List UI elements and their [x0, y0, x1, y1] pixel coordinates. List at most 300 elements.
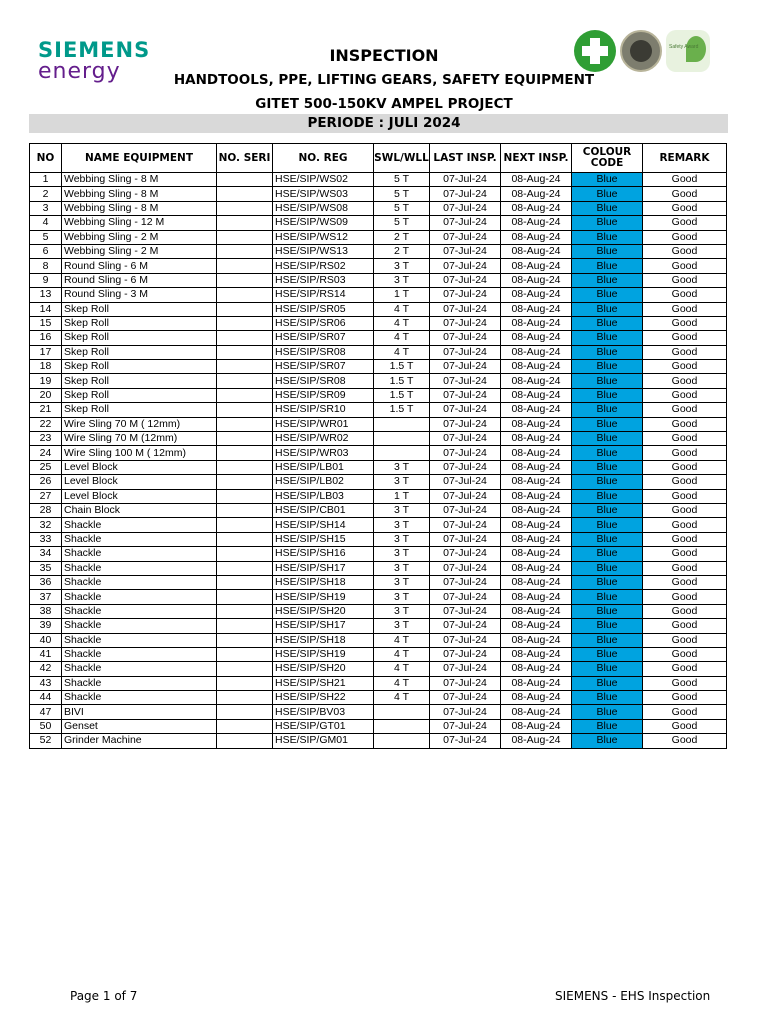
cell-last-insp: 07-Jul-24: [430, 302, 501, 316]
cell-name-equipment: Skep Roll: [62, 388, 217, 402]
cell-no-seri: [217, 734, 273, 748]
cell-no-reg: HSE/SIP/RS03: [273, 273, 374, 287]
cell-no-seri: [217, 503, 273, 517]
cell-name-equipment: Grinder Machine: [62, 734, 217, 748]
cell-swl-wll: 1.5 T: [374, 374, 430, 388]
cell-last-insp: 07-Jul-24: [430, 216, 501, 230]
cell-last-insp: 07-Jul-24: [430, 590, 501, 604]
table-row: [30, 273, 727, 287]
cell-no-reg: HSE/SIP/WS08: [273, 201, 374, 215]
inspection-table: [29, 143, 727, 749]
cell-no-seri: [217, 676, 273, 690]
cell-last-insp: 07-Jul-24: [430, 503, 501, 517]
cell-colour-code: Blue: [572, 360, 643, 374]
cell-colour-code: Blue: [572, 216, 643, 230]
cell-no: 24: [30, 446, 62, 460]
cell-no-reg: HSE/SIP/WS13: [273, 244, 374, 258]
cell-no: 9: [30, 273, 62, 287]
table-row: [30, 388, 727, 402]
cell-swl-wll: 4 T: [374, 662, 430, 676]
cell-next-insp: 08-Aug-24: [501, 705, 572, 719]
cell-no-seri: [217, 532, 273, 546]
cell-remark: Good: [643, 475, 727, 489]
cell-no: 34: [30, 547, 62, 561]
cell-no-seri: [217, 388, 273, 402]
cell-last-insp: 07-Jul-24: [430, 719, 501, 733]
cell-next-insp: 08-Aug-24: [501, 316, 572, 330]
cell-name-equipment: BIVI: [62, 705, 217, 719]
cell-no-reg: HSE/SIP/RS14: [273, 288, 374, 302]
cell-last-insp: 07-Jul-24: [430, 575, 501, 589]
cell-swl-wll: 4 T: [374, 647, 430, 661]
cell-remark: Good: [643, 575, 727, 589]
cell-last-insp: 07-Jul-24: [430, 173, 501, 187]
cell-colour-code: Blue: [572, 273, 643, 287]
cell-no: 47: [30, 705, 62, 719]
cell-last-insp: 07-Jul-24: [430, 532, 501, 546]
cell-no-reg: HSE/SIP/SH20: [273, 662, 374, 676]
cell-remark: Good: [643, 633, 727, 647]
cell-last-insp: 07-Jul-24: [430, 417, 501, 431]
table-row: [30, 230, 727, 244]
cell-no-reg: HSE/SIP/SH22: [273, 691, 374, 705]
cell-last-insp: 07-Jul-24: [430, 518, 501, 532]
cell-swl-wll: [374, 734, 430, 748]
cell-swl-wll: 1.5 T: [374, 403, 430, 417]
cell-no-reg: HSE/SIP/SH18: [273, 633, 374, 647]
cell-swl-wll: 3 T: [374, 259, 430, 273]
cell-no-reg: HSE/SIP/GM01: [273, 734, 374, 748]
cell-remark: Good: [643, 691, 727, 705]
cell-swl-wll: 2 T: [374, 244, 430, 258]
cell-name-equipment: Skep Roll: [62, 403, 217, 417]
cell-name-equipment: Shackle: [62, 662, 217, 676]
cell-no-seri: [217, 575, 273, 589]
cell-no: 13: [30, 288, 62, 302]
cell-colour-code: Blue: [572, 532, 643, 546]
cell-last-insp: 07-Jul-24: [430, 547, 501, 561]
cell-colour-code: Blue: [572, 647, 643, 661]
cell-last-insp: 07-Jul-24: [430, 475, 501, 489]
cell-remark: Good: [643, 604, 727, 618]
cell-no-seri: [217, 403, 273, 417]
cell-no: 41: [30, 647, 62, 661]
table-row: [30, 331, 727, 345]
cell-no-reg: HSE/SIP/WS02: [273, 173, 374, 187]
cell-colour-code: Blue: [572, 489, 643, 503]
cell-no: 2: [30, 187, 62, 201]
cell-colour-code: Blue: [572, 403, 643, 417]
cell-no-reg: HSE/SIP/SR08: [273, 374, 374, 388]
cell-no: 25: [30, 460, 62, 474]
cell-swl-wll: 1.5 T: [374, 388, 430, 402]
cell-no-reg: HSE/SIP/SH14: [273, 518, 374, 532]
page-number: Page 1 of 7: [70, 989, 138, 1003]
cell-name-equipment: Skep Roll: [62, 345, 217, 359]
cell-no: 38: [30, 604, 62, 618]
table-row: [30, 244, 727, 258]
cell-swl-wll: 3 T: [374, 532, 430, 546]
cell-swl-wll: 3 T: [374, 273, 430, 287]
cell-next-insp: 08-Aug-24: [501, 244, 572, 258]
cell-next-insp: 08-Aug-24: [501, 432, 572, 446]
table-row: [30, 561, 727, 575]
table-row: [30, 302, 727, 316]
cell-no-reg: HSE/SIP/WS09: [273, 216, 374, 230]
cell-next-insp: 08-Aug-24: [501, 503, 572, 517]
cell-next-insp: 08-Aug-24: [501, 734, 572, 748]
cell-no: 21: [30, 403, 62, 417]
cell-next-insp: 08-Aug-24: [501, 604, 572, 618]
cell-next-insp: 08-Aug-24: [501, 719, 572, 733]
cell-no-seri: [217, 187, 273, 201]
cell-colour-code: Blue: [572, 561, 643, 575]
cell-last-insp: 07-Jul-24: [430, 187, 501, 201]
table-row: [30, 647, 727, 661]
cell-no-seri: [217, 331, 273, 345]
cell-remark: Good: [643, 259, 727, 273]
cell-no-reg: HSE/SIP/SR07: [273, 360, 374, 374]
cell-next-insp: 08-Aug-24: [501, 388, 572, 402]
cell-no-seri: [217, 201, 273, 215]
cell-swl-wll: 4 T: [374, 316, 430, 330]
cell-no-seri: [217, 244, 273, 258]
cell-swl-wll: [374, 446, 430, 460]
table-row: [30, 676, 727, 690]
cell-last-insp: 07-Jul-24: [430, 662, 501, 676]
cell-remark: Good: [643, 360, 727, 374]
table-row: [30, 417, 727, 431]
cell-no: 8: [30, 259, 62, 273]
cell-no: 32: [30, 518, 62, 532]
cell-name-equipment: Shackle: [62, 633, 217, 647]
cell-no: 5: [30, 230, 62, 244]
cell-last-insp: 07-Jul-24: [430, 244, 501, 258]
cell-name-equipment: Round Sling - 3 M: [62, 288, 217, 302]
cell-name-equipment: Round Sling - 6 M: [62, 259, 217, 273]
cell-name-equipment: Shackle: [62, 604, 217, 618]
badge-text: Safety Award: [669, 44, 699, 50]
cell-colour-code: Blue: [572, 691, 643, 705]
cell-next-insp: 08-Aug-24: [501, 676, 572, 690]
cell-colour-code: Blue: [572, 345, 643, 359]
header-no-seri: NO. SERI: [217, 144, 273, 173]
cell-colour-code: Blue: [572, 633, 643, 647]
table-row: [30, 403, 727, 417]
cell-last-insp: 07-Jul-24: [430, 691, 501, 705]
cell-colour-code: Blue: [572, 374, 643, 388]
cell-next-insp: 08-Aug-24: [501, 403, 572, 417]
cell-no-reg: HSE/SIP/WR01: [273, 417, 374, 431]
cell-last-insp: 07-Jul-24: [430, 647, 501, 661]
page-title: INSPECTION: [329, 46, 439, 65]
cell-no: 27: [30, 489, 62, 503]
cell-swl-wll: [374, 705, 430, 719]
cell-no-reg: HSE/SIP/SH18: [273, 575, 374, 589]
cell-name-equipment: Round Sling - 6 M: [62, 273, 217, 287]
cell-no: 26: [30, 475, 62, 489]
cell-last-insp: 07-Jul-24: [430, 388, 501, 402]
cell-remark: Good: [643, 662, 727, 676]
cell-name-equipment: Level Block: [62, 460, 217, 474]
cell-no: 16: [30, 331, 62, 345]
cell-remark: Good: [643, 302, 727, 316]
table-row: [30, 360, 727, 374]
cell-no-reg: HSE/SIP/LB01: [273, 460, 374, 474]
table-row: [30, 345, 727, 359]
cell-swl-wll: 4 T: [374, 633, 430, 647]
table-row: [30, 532, 727, 546]
table-row: [30, 719, 727, 733]
cell-remark: Good: [643, 316, 727, 330]
cell-name-equipment: Shackle: [62, 561, 217, 575]
cell-no-seri: [217, 374, 273, 388]
cell-next-insp: 08-Aug-24: [501, 547, 572, 561]
table-row: [30, 374, 727, 388]
cell-no-seri: [217, 173, 273, 187]
cell-remark: Good: [643, 705, 727, 719]
cell-next-insp: 08-Aug-24: [501, 489, 572, 503]
cell-colour-code: Blue: [572, 518, 643, 532]
cell-name-equipment: Wire Sling 70 M (12mm): [62, 432, 217, 446]
cell-no-reg: HSE/SIP/GT01: [273, 719, 374, 733]
cell-colour-code: Blue: [572, 302, 643, 316]
cell-remark: Good: [643, 619, 727, 633]
cell-swl-wll: 2 T: [374, 230, 430, 244]
cell-no-reg: HSE/SIP/WR03: [273, 446, 374, 460]
cell-colour-code: Blue: [572, 662, 643, 676]
cell-next-insp: 08-Aug-24: [501, 216, 572, 230]
cell-last-insp: 07-Jul-24: [430, 460, 501, 474]
cell-no-seri: [217, 547, 273, 561]
cell-name-equipment: Shackle: [62, 676, 217, 690]
cell-remark: Good: [643, 374, 727, 388]
cell-no: 6: [30, 244, 62, 258]
cell-swl-wll: [374, 417, 430, 431]
cell-no-seri: [217, 691, 273, 705]
header-no-reg: NO. REG: [273, 144, 374, 173]
cell-no-reg: HSE/SIP/SR05: [273, 302, 374, 316]
cell-no-reg: HSE/SIP/WS12: [273, 230, 374, 244]
cell-swl-wll: [374, 719, 430, 733]
cell-last-insp: 07-Jul-24: [430, 705, 501, 719]
cell-name-equipment: Skep Roll: [62, 302, 217, 316]
cell-name-equipment: Webbing Sling - 8 M: [62, 201, 217, 215]
cell-no-reg: HSE/SIP/SH15: [273, 532, 374, 546]
cell-remark: Good: [643, 590, 727, 604]
cell-no-seri: [217, 360, 273, 374]
cell-last-insp: 07-Jul-24: [430, 360, 501, 374]
cell-colour-code: Blue: [572, 432, 643, 446]
cell-no-seri: [217, 719, 273, 733]
cell-next-insp: 08-Aug-24: [501, 662, 572, 676]
cell-no: 23: [30, 432, 62, 446]
table-row: [30, 705, 727, 719]
cell-last-insp: 07-Jul-24: [430, 734, 501, 748]
cell-no-seri: [217, 302, 273, 316]
cell-last-insp: 07-Jul-24: [430, 374, 501, 388]
cell-no-seri: [217, 590, 273, 604]
cell-colour-code: Blue: [572, 705, 643, 719]
cell-swl-wll: 4 T: [374, 676, 430, 690]
cell-colour-code: Blue: [572, 288, 643, 302]
cell-last-insp: 07-Jul-24: [430, 316, 501, 330]
cell-remark: Good: [643, 647, 727, 661]
cell-remark: Good: [643, 244, 727, 258]
cell-last-insp: 07-Jul-24: [430, 432, 501, 446]
cell-no-reg: HSE/SIP/SH17: [273, 619, 374, 633]
cell-colour-code: Blue: [572, 734, 643, 748]
cell-name-equipment: Skep Roll: [62, 360, 217, 374]
cell-no-seri: [217, 518, 273, 532]
cell-no: 37: [30, 590, 62, 604]
cell-no-seri: [217, 446, 273, 460]
period-label: PERIODE : JULI 2024: [307, 115, 461, 131]
cell-remark: Good: [643, 547, 727, 561]
cell-name-equipment: Webbing Sling - 2 M: [62, 230, 217, 244]
table-row: [30, 446, 727, 460]
cell-colour-code: Blue: [572, 331, 643, 345]
cell-colour-code: Blue: [572, 604, 643, 618]
cell-no: 18: [30, 360, 62, 374]
cell-next-insp: 08-Aug-24: [501, 288, 572, 302]
cell-no: 42: [30, 662, 62, 676]
cell-remark: Good: [643, 719, 727, 733]
cell-no: 22: [30, 417, 62, 431]
cell-last-insp: 07-Jul-24: [430, 403, 501, 417]
cell-last-insp: 07-Jul-24: [430, 331, 501, 345]
cell-remark: Good: [643, 446, 727, 460]
cell-next-insp: 08-Aug-24: [501, 417, 572, 431]
cell-name-equipment: Shackle: [62, 575, 217, 589]
table-row: [30, 662, 727, 676]
cell-remark: Good: [643, 273, 727, 287]
cell-name-equipment: Skep Roll: [62, 316, 217, 330]
cell-colour-code: Blue: [572, 244, 643, 258]
cell-no: 52: [30, 734, 62, 748]
cell-colour-code: Blue: [572, 676, 643, 690]
cell-remark: Good: [643, 734, 727, 748]
cell-last-insp: 07-Jul-24: [430, 633, 501, 647]
cell-colour-code: Blue: [572, 547, 643, 561]
cell-no: 33: [30, 532, 62, 546]
cell-no-seri: [217, 316, 273, 330]
cell-swl-wll: 3 T: [374, 561, 430, 575]
cell-last-insp: 07-Jul-24: [430, 676, 501, 690]
cell-next-insp: 08-Aug-24: [501, 446, 572, 460]
cell-no-seri: [217, 230, 273, 244]
cell-remark: Good: [643, 561, 727, 575]
cell-remark: Good: [643, 403, 727, 417]
cell-next-insp: 08-Aug-24: [501, 532, 572, 546]
cell-swl-wll: 3 T: [374, 518, 430, 532]
cell-no-seri: [217, 417, 273, 431]
header-swl-wll: SWL/WLL: [374, 144, 430, 173]
cell-no-seri: [217, 604, 273, 618]
cell-next-insp: 08-Aug-24: [501, 331, 572, 345]
cell-next-insp: 08-Aug-24: [501, 360, 572, 374]
table-row: [30, 475, 727, 489]
header-colour-code: COLOUR CODE: [572, 144, 643, 173]
cell-remark: Good: [643, 532, 727, 546]
cell-no-seri: [217, 475, 273, 489]
table-body: [30, 173, 727, 749]
cell-next-insp: 08-Aug-24: [501, 230, 572, 244]
cell-remark: Good: [643, 187, 727, 201]
cell-next-insp: 08-Aug-24: [501, 345, 572, 359]
cell-last-insp: 07-Jul-24: [430, 446, 501, 460]
cell-name-equipment: Webbing Sling - 12 M: [62, 216, 217, 230]
cell-name-equipment: Level Block: [62, 489, 217, 503]
cell-no: 19: [30, 374, 62, 388]
cell-no-reg: HSE/SIP/LB02: [273, 475, 374, 489]
cell-no-reg: HSE/SIP/CB01: [273, 503, 374, 517]
cell-no: 14: [30, 302, 62, 316]
cell-no: 28: [30, 503, 62, 517]
table-row: [30, 259, 727, 273]
cell-last-insp: 07-Jul-24: [430, 619, 501, 633]
cell-last-insp: 07-Jul-24: [430, 259, 501, 273]
cell-remark: Good: [643, 489, 727, 503]
cell-last-insp: 07-Jul-24: [430, 561, 501, 575]
cell-no: 40: [30, 633, 62, 647]
cell-no: 17: [30, 345, 62, 359]
cell-swl-wll: 3 T: [374, 604, 430, 618]
cell-colour-code: Blue: [572, 460, 643, 474]
cell-next-insp: 08-Aug-24: [501, 575, 572, 589]
cell-name-equipment: Shackle: [62, 691, 217, 705]
cell-remark: Good: [643, 503, 727, 517]
table-row: [30, 691, 727, 705]
cell-name-equipment: Shackle: [62, 619, 217, 633]
cell-colour-code: Blue: [572, 388, 643, 402]
cell-last-insp: 07-Jul-24: [430, 604, 501, 618]
cell-colour-code: Blue: [572, 187, 643, 201]
cell-colour-code: Blue: [572, 475, 643, 489]
cell-no-reg: HSE/SIP/SR10: [273, 403, 374, 417]
cell-remark: Good: [643, 230, 727, 244]
cell-no-reg: HSE/SIP/SH19: [273, 590, 374, 604]
cell-no: 20: [30, 388, 62, 402]
cell-name-equipment: Shackle: [62, 532, 217, 546]
cell-name-equipment: Shackle: [62, 547, 217, 561]
cell-remark: Good: [643, 417, 727, 431]
cell-last-insp: 07-Jul-24: [430, 288, 501, 302]
cell-next-insp: 08-Aug-24: [501, 633, 572, 647]
table-row: [30, 604, 727, 618]
cell-last-insp: 07-Jul-24: [430, 273, 501, 287]
cell-swl-wll: 3 T: [374, 619, 430, 633]
cell-swl-wll: 3 T: [374, 460, 430, 474]
cell-no-reg: HSE/SIP/SR06: [273, 316, 374, 330]
cell-colour-code: Blue: [572, 417, 643, 431]
cell-no-reg: HSE/SIP/SH17: [273, 561, 374, 575]
cell-swl-wll: 3 T: [374, 575, 430, 589]
cell-next-insp: 08-Aug-24: [501, 302, 572, 316]
table-row: [30, 547, 727, 561]
cell-no-seri: [217, 259, 273, 273]
table-row: [30, 633, 727, 647]
cell-no-seri: [217, 561, 273, 575]
cell-swl-wll: 4 T: [374, 302, 430, 316]
cell-name-equipment: Skep Roll: [62, 374, 217, 388]
cell-name-equipment: Skep Roll: [62, 331, 217, 345]
cell-no-reg: HSE/SIP/WS03: [273, 187, 374, 201]
cell-remark: Good: [643, 173, 727, 187]
cell-no: 43: [30, 676, 62, 690]
header-no: NO: [30, 144, 62, 173]
cell-next-insp: 08-Aug-24: [501, 259, 572, 273]
